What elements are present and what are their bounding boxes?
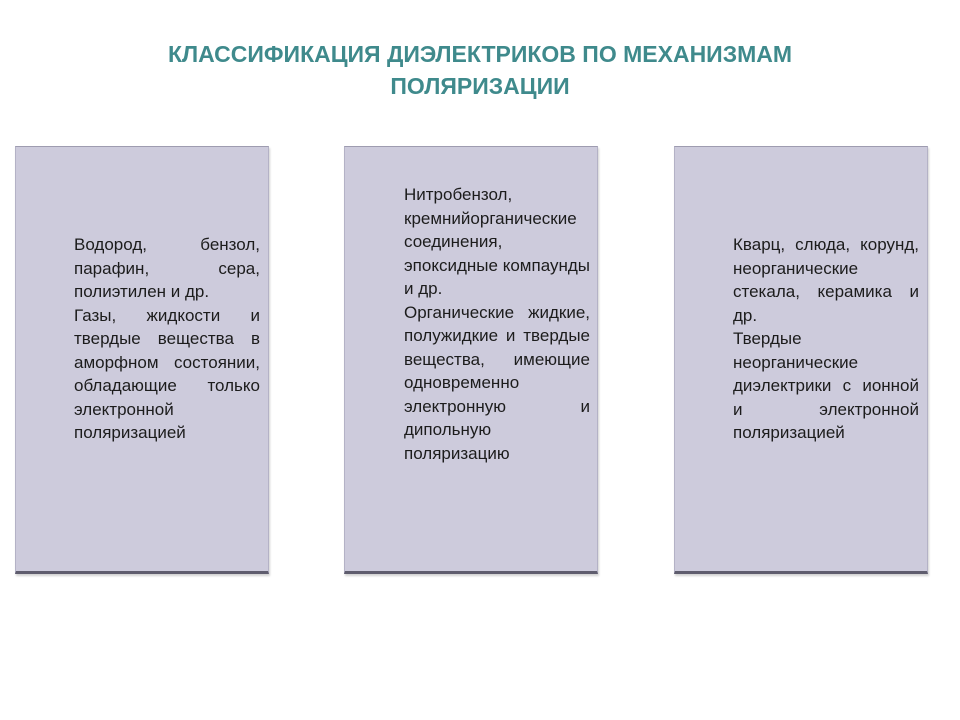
- slide-title-line-1: КЛАССИФИКАЦИЯ ДИЭЛЕКТРИКОВ ПО МЕХАНИЗМАМ: [167, 41, 793, 67]
- panel-1-examples: Водород, бензол, парафин, сера, полиэтилен и др.: [74, 235, 260, 301]
- slide-title: [60, 38, 900, 102]
- slide-title-line-2: ПОЛЯРИЗАЦИИ: [390, 73, 570, 99]
- panel-3-text: [733, 233, 919, 445]
- panel-3-examples: Кварц, слюда, корунд, неорганические стекала, керамика и др.: [733, 235, 919, 325]
- panel-1-description: Газы, жидкости и твердые вещества в аморфном состоянии, обладающие только электронной поляризацией: [74, 305, 260, 442]
- panel-1-text: [74, 233, 260, 445]
- panel-2-text: [404, 183, 590, 465]
- panel-organic-dipole: [344, 146, 598, 574]
- panel-inorganic-ionic: [674, 146, 928, 574]
- panel-2-examples: Нитробензол, кремнийорганические соединения, эпоксидные компаунды и др.: [404, 185, 590, 298]
- panel-3-description: Твердые неорганические диэлектрики с ионной и электронной поляризацией: [733, 329, 919, 442]
- panel-amorphous-electronic: [15, 146, 269, 574]
- panel-2-description: Органические жидкие, полужидкие и твердые вещества, имеющие одновременно электронную и дипольную поляризацию: [404, 302, 590, 463]
